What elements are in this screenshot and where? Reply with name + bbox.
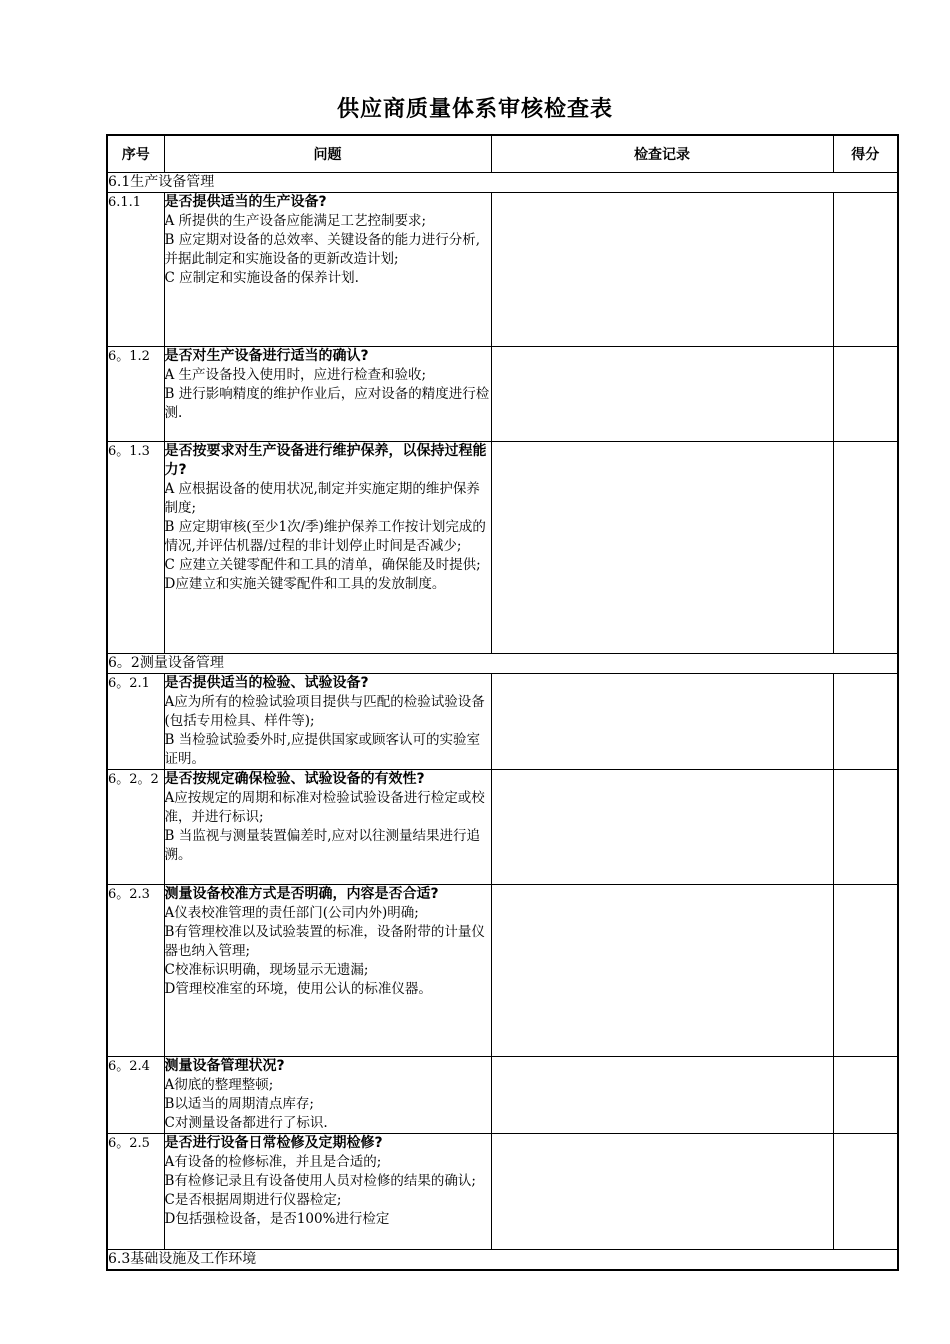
section-label: 6。2测量设备管理	[107, 654, 898, 674]
requirement-item: C 应制定和实施设备的保养计划.	[164, 270, 359, 286]
requirement-item: B以适当的周期清点库存;	[164, 1096, 314, 1112]
question-cell	[164, 1134, 491, 1250]
requirement-item: A 应根据设备的使用状况,制定并实施定期的维护保养制度;	[164, 481, 480, 516]
table-row	[107, 1134, 898, 1250]
requirement-item: C 应建立关键零配件和工具的清单，确保能及时提供;	[164, 557, 481, 573]
requirement-item: A应为所有的检验试验项目提供与匹配的检验试验设备(包括专用检具、样件等);	[164, 694, 485, 729]
question-title: 是否提供适当的检验、试验设备?	[164, 675, 369, 691]
header-no: 序号	[107, 135, 164, 173]
score-cell[interactable]	[833, 1057, 898, 1134]
requirement-item: A有设备的检修标准，并且是合适的;	[164, 1154, 382, 1170]
item-number: 6。2.5	[107, 1134, 164, 1250]
section-label: 6.1生产设备管理	[107, 173, 898, 193]
question-title: 测量设备管理状况?	[164, 1058, 285, 1074]
header-question: 问题	[164, 135, 491, 173]
score-cell[interactable]	[833, 193, 898, 347]
section-row	[107, 1250, 898, 1271]
requirement-item: B有管理校准以及试验装置的标准，设备附带的计量仪器也纳入管理;	[164, 924, 485, 959]
item-number: 6。1.3	[107, 442, 164, 654]
table-row	[107, 442, 898, 654]
item-number: 6。1.2	[107, 347, 164, 442]
requirement-item: B有检修记录且有设备使用人员对检修的结果的确认;	[164, 1173, 476, 1189]
requirement-item: D管理校准室的环境，使用公认的标准仪器。	[164, 981, 432, 997]
requirement-item: D包括强检设备，是否100%进行检定	[164, 1211, 390, 1227]
table-row	[107, 193, 898, 347]
item-number: 6.1.1	[107, 193, 164, 347]
table-row	[107, 674, 898, 770]
table-row	[107, 885, 898, 1057]
table-row	[107, 1057, 898, 1134]
question-cell	[164, 347, 491, 442]
check-record-cell[interactable]	[491, 885, 833, 1057]
requirement-item: B 当检验试验委外时,应提供国家或顾客认可的实验室证明。	[164, 732, 481, 767]
check-record-cell[interactable]	[491, 1134, 833, 1250]
check-record-cell[interactable]	[491, 193, 833, 347]
check-record-cell[interactable]	[491, 442, 833, 654]
question-cell	[164, 674, 491, 770]
item-number: 6。2.1	[107, 674, 164, 770]
question-title: 是否提供适当的生产设备?	[164, 194, 327, 210]
score-cell[interactable]	[833, 770, 898, 885]
table-body	[107, 173, 898, 1271]
requirement-item: A 所提供的生产设备应能满足工艺控制要求;	[164, 213, 427, 229]
item-number: 6。2。2	[107, 770, 164, 885]
requirement-item: C是否根据周期进行仪器检定;	[164, 1192, 342, 1208]
question-title: 是否按规定确保检验、试验设备的有效性?	[164, 771, 425, 787]
requirement-item: A仪表校准管理的责任部门(公司内外)明确;	[164, 905, 419, 921]
check-record-cell[interactable]	[491, 347, 833, 442]
section-row	[107, 173, 898, 193]
header-score: 得分	[833, 135, 898, 173]
question-cell	[164, 770, 491, 885]
item-number: 6。2.4	[107, 1057, 164, 1134]
requirement-item: A 生产设备投入使用时，应进行检查和验收;	[164, 367, 427, 383]
requirement-item: A彻底的整理整顿;	[164, 1077, 274, 1093]
question-title: 是否按要求对生产设备进行维护保养，以保持过程能力?	[164, 443, 487, 478]
item-number: 6。2.3	[107, 885, 164, 1057]
requirement-item: C校准标识明确，现场显示无遗漏;	[164, 962, 369, 978]
audit-checklist-table	[106, 134, 899, 1271]
question-title: 是否进行设备日常检修及定期检修?	[164, 1135, 383, 1151]
table-row	[107, 770, 898, 885]
score-cell[interactable]	[833, 442, 898, 654]
check-record-cell[interactable]	[491, 674, 833, 770]
section-label: 6.3基础设施及工作环境	[107, 1250, 898, 1271]
score-cell[interactable]	[833, 674, 898, 770]
section-row	[107, 654, 898, 674]
question-title: 是否对生产设备进行适当的确认?	[164, 348, 369, 364]
header-row	[107, 135, 898, 173]
page-title: 供应商质量体系审核检查表	[336, 97, 613, 122]
question-cell	[164, 442, 491, 654]
score-cell[interactable]	[833, 347, 898, 442]
requirement-item: A应按规定的周期和标准对检验试验设备进行检定或校准，并进行标识;	[164, 790, 485, 825]
check-record-cell[interactable]	[491, 770, 833, 885]
requirement-item: B 应定期审核(至少1次/季)维护保养工作按计划完成的情况,并评估机器/过程的非计划停止时间是否减少;	[164, 519, 486, 554]
score-cell[interactable]	[833, 885, 898, 1057]
requirement-item: D应建立和实施关键零配件和工具的发放制度。	[164, 576, 446, 592]
table-row	[107, 347, 898, 442]
check-record-cell[interactable]	[491, 1057, 833, 1134]
question-cell	[164, 193, 491, 347]
header-record: 检查记录	[491, 135, 833, 173]
requirement-item: C对测量设备都进行了标识.	[164, 1115, 328, 1131]
question-title: 测量设备校准方式是否明确，内容是否合适?	[164, 886, 439, 902]
requirement-item: B 进行影响精度的维护作业后，应对设备的精度进行检测.	[164, 386, 490, 421]
requirement-item: B 当监视与测量装置偏差时,应对以往测量结果进行追溯。	[164, 828, 481, 863]
question-cell	[164, 1057, 491, 1134]
question-cell	[164, 885, 491, 1057]
requirement-item: B 应定期对设备的总效率、关键设备的能力进行分析,并据此制定和实施设备的更新改造计划;	[164, 232, 481, 267]
score-cell[interactable]	[833, 1134, 898, 1250]
